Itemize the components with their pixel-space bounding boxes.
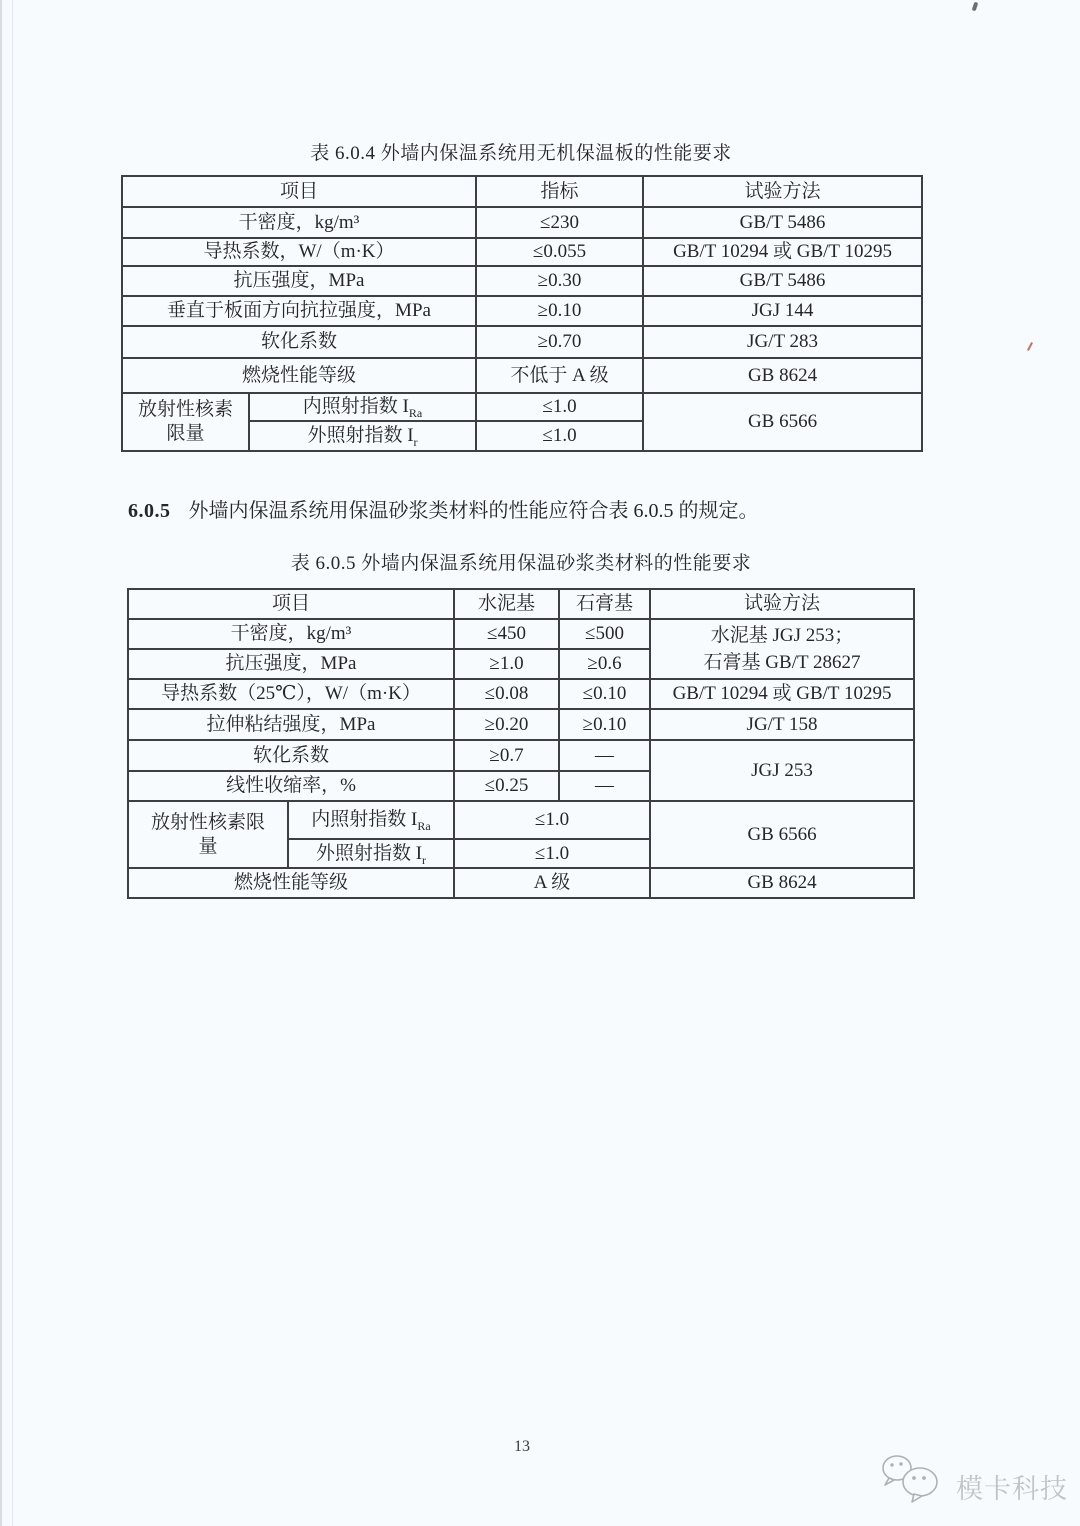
scan-edge-line	[0, 0, 2, 1526]
column-header-item: 项目	[128, 589, 454, 619]
cell-sub-item	[288, 839, 454, 868]
sub-item-label: 内照射指数 I	[302, 396, 409, 418]
cell-method: GB/T 10294 或 GB/T 10295	[643, 238, 922, 266]
cell-gypsum: —	[559, 740, 650, 771]
wechat-bubbles-icon	[880, 1452, 948, 1506]
cell-cement: ≤0.08	[454, 679, 559, 709]
subscript: r	[422, 852, 427, 867]
cell-item: 干密度，kg/m³	[122, 207, 476, 238]
cell-item: 导热系数（25℃），W/（m·K）	[128, 679, 454, 709]
cell-method: GB/T 5486	[643, 207, 922, 238]
cell-sub-item	[249, 421, 476, 451]
cell-item: 软化系数	[122, 326, 476, 358]
column-header-gypsum: 石膏基	[559, 589, 650, 619]
clause-text: 外墙内保温系统用保温砂浆类材料的性能应符合表 6.0.5 的规定。	[188, 500, 759, 522]
cell-index: ≤1.0	[476, 393, 643, 421]
page-number: 13	[514, 1438, 530, 1455]
cell-item: 拉伸粘结强度，MPa	[128, 709, 454, 740]
method-line: 水泥基 JGJ 253；	[710, 625, 854, 646]
subscript: Ra	[408, 405, 423, 420]
cell-index: ≤0.055	[476, 238, 643, 266]
cell-method: JG/T 283	[643, 326, 922, 358]
cell-method: GB/T 10294 或 GB/T 10295	[650, 679, 914, 709]
cell-item: 软化系数	[128, 740, 454, 771]
cell-item: 垂直于板面方向抗拉强度，MPa	[122, 296, 476, 326]
cell-sub-item	[249, 393, 476, 421]
scan-edge-line	[12, 0, 13, 1526]
cell-method-merged	[650, 619, 914, 679]
scan-speck-red	[1027, 342, 1033, 351]
cell-value-merged: ≤1.0	[454, 801, 650, 839]
table-604	[121, 175, 923, 452]
table-row	[122, 326, 922, 358]
cell-cement: ≤450	[454, 619, 559, 649]
table-605	[127, 588, 915, 899]
table-row	[122, 393, 922, 421]
cell-index: ≤1.0	[476, 421, 643, 451]
group-label-line: 放射性核素限	[150, 811, 265, 833]
table-row	[128, 740, 914, 771]
table-row	[122, 238, 922, 266]
cell-value-merged: A 级	[454, 868, 650, 898]
table-row	[128, 619, 914, 649]
cell-item: 抗压强度，MPa	[122, 266, 476, 296]
cell-item: 线性收缩率，%	[128, 771, 454, 801]
cell-method: GB 8624	[643, 358, 922, 393]
cell-value-merged: ≤1.0	[454, 839, 650, 868]
cell-cement: ≤0.25	[454, 771, 559, 801]
cell-gypsum: ≤0.10	[559, 679, 650, 709]
table-row	[122, 176, 922, 207]
cell-method: JG/T 158	[650, 709, 914, 740]
clause-605	[128, 497, 968, 525]
table-row	[128, 801, 914, 839]
cell-gypsum: ≥0.6	[559, 649, 650, 679]
sub-item-label: 外照射指数 I	[307, 425, 414, 447]
cell-cement: ≥1.0	[454, 649, 559, 679]
cell-sub-item	[288, 801, 454, 839]
cell-method: JGJ 144	[643, 296, 922, 326]
group-label-line: 放射性核素	[137, 399, 233, 421]
sub-item-label: 内照射指数 I	[311, 809, 418, 831]
watermark-brand: 模卡科技	[956, 1473, 1068, 1504]
column-header-cement: 水泥基	[454, 589, 559, 619]
cell-cement: ≥0.7	[454, 740, 559, 771]
column-header-index: 指标	[476, 176, 643, 207]
table-row	[122, 296, 922, 326]
cell-item: 导热系数，W/（m·K）	[122, 238, 476, 266]
clause-number: 6.0.5	[128, 500, 171, 522]
column-header-method: 试验方法	[650, 589, 914, 619]
cell-index: ≥0.10	[476, 296, 643, 326]
cell-item: 燃烧性能等级	[122, 358, 476, 393]
watermark	[880, 1452, 1068, 1506]
cell-method: GB 8624	[650, 868, 914, 898]
scan-speck	[972, 2, 979, 12]
cell-index: ≤230	[476, 207, 643, 238]
table-row	[128, 868, 914, 898]
cell-method-merged: GB 6566	[650, 801, 914, 868]
cell-index: ≥0.70	[476, 326, 643, 358]
table-605-title: 表 6.0.5 外墙内保温系统用保温砂浆类材料的性能要求	[290, 553, 752, 574]
table-604-title: 表 6.0.4 外墙内保温系统用无机保温板的性能要求	[310, 143, 732, 164]
cell-method-merged: JGJ 253	[650, 740, 914, 801]
cell-method: GB/T 5486	[643, 266, 922, 296]
cell-method: GB 6566	[643, 393, 922, 451]
table-row	[128, 709, 914, 740]
subscript: r	[413, 434, 418, 449]
table-row	[122, 266, 922, 296]
table-row	[128, 679, 914, 709]
cell-item: 抗压强度，MPa	[128, 649, 454, 679]
column-header-method: 试验方法	[643, 176, 922, 207]
cell-cement: ≥0.20	[454, 709, 559, 740]
cell-gypsum: ≥0.10	[559, 709, 650, 740]
cell-radionuclide-group	[128, 801, 288, 868]
table-row	[128, 589, 914, 619]
group-label-line: 限量	[166, 423, 205, 444]
group-label-line: 量	[198, 835, 218, 857]
method-line: 石膏基 GB/T 28627	[703, 652, 861, 673]
cell-item: 燃烧性能等级	[128, 868, 454, 898]
sub-item-label: 外照射指数 I	[315, 842, 423, 864]
cell-index: ≥0.30	[476, 266, 643, 296]
table-row	[122, 358, 922, 393]
cell-index: 不低于 A 级	[476, 358, 643, 393]
column-header-item: 项目	[122, 176, 476, 207]
subscript: Ra	[417, 818, 431, 833]
cell-item: 干密度，kg/m³	[128, 619, 454, 649]
table-row	[122, 207, 922, 238]
cell-gypsum: —	[559, 771, 650, 801]
cell-gypsum: ≤500	[559, 619, 650, 649]
cell-radionuclide-group	[122, 393, 249, 451]
